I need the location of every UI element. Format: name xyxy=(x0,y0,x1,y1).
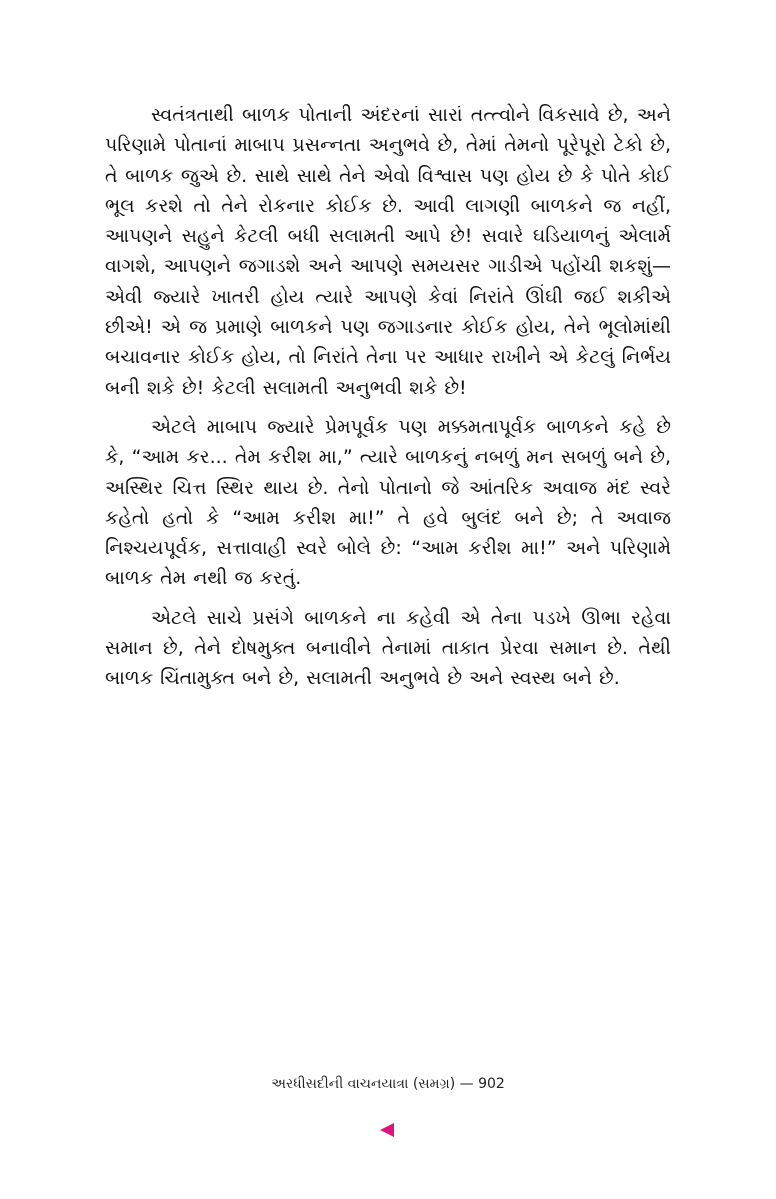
page-footer: અરધીસદીની વાચનયાત્રા (સમગ્ર) — 902 xyxy=(271,1076,505,1092)
paragraph-1: સ્વતંત્રતાથી બાળક પોતાની અંદરનાં સારાં તત્ત્વોને વિકસાવે છે, અને પરિણામે પોતાનાં માબાપ પ્રસન્નતા અનુભવે છે, તેમાં તેમનો પૂરેપૂરો ટેકો છે, તે બાળક જુએ છે. સાથે સાથે તેને એવો વિશ્વાસ પણ હોય છે કે પોતે કોઈ ભૂલ કરશે તો તેને રોકનાર કોઈક છે. આવી લાગણી બાળકને જ નહીં, આપણને સહુને કેટલી બધી સલામતી આપે છે! સવારે ઘડિયાળનું એલાર્મ વાગશે, આપણને જગાડશે અને આપણે સમયસર ગાડીએ પહોંચી શકશું—એવી જ્યારે ખાતરી હોય ત્યારે આપણે કેવાં નિરાંતે ઊંઘી જઈ શકીએ છીએ! એ જ પ્રમાણે બાળકને પણ જગાડનાર કોઈક હોય, તેને ભૂલોમાંથી બચાવનાર કોઈક હોય, તો નિરાંતે તેના પર આધાર રાખીને એ કેટલું નિર્ભય બની શકે છે! કેટલી સલામતી અનુભવી શકે છે! xyxy=(105,104,671,399)
page-body xyxy=(105,100,671,703)
previous-page-icon[interactable] xyxy=(380,1123,394,1137)
paragraph-3: એટલે સાચે પ્રસંગે બાળકને ના કહેવી એ તેના પડખે ઊભા રહેવા સમાન છે, તેને દોષમુક્ત બનાવીને તેનામાં તાકાત પ્રેરવા સમાન છે. તેથી બાળક ચિંતામુક્ત બને છે, સલામતી અનુભવે છે અને સ્વસ્થ બને છે. xyxy=(105,606,671,690)
paragraph-2: એટલે માબાપ જ્યારે પ્રેમપૂર્વક પણ મક્કમતાપૂર્વક બાળકને કહે છે કે, “આમ કર... તેમ કરીશ મા,” ત્યારે બાળકનું નબળું મન સબળું બને છે, અસ્થિર ચિત્ત સ્થિર થાય છે. તેનો પોતાનો જે આંતરિક અવાજ મંદ સ્વરે કહેતો હતો કે “આમ કરીશ મા!” તે હવે બુલંદ બને છે; તે અવાજ નિશ્ચયપૂર્વક, સત્તાવાહી સ્વરે બોલે છે: “આમ કરીશ મા!” અને પરિણામે બાળક તેમ નથી જ કરતું. xyxy=(105,415,671,590)
